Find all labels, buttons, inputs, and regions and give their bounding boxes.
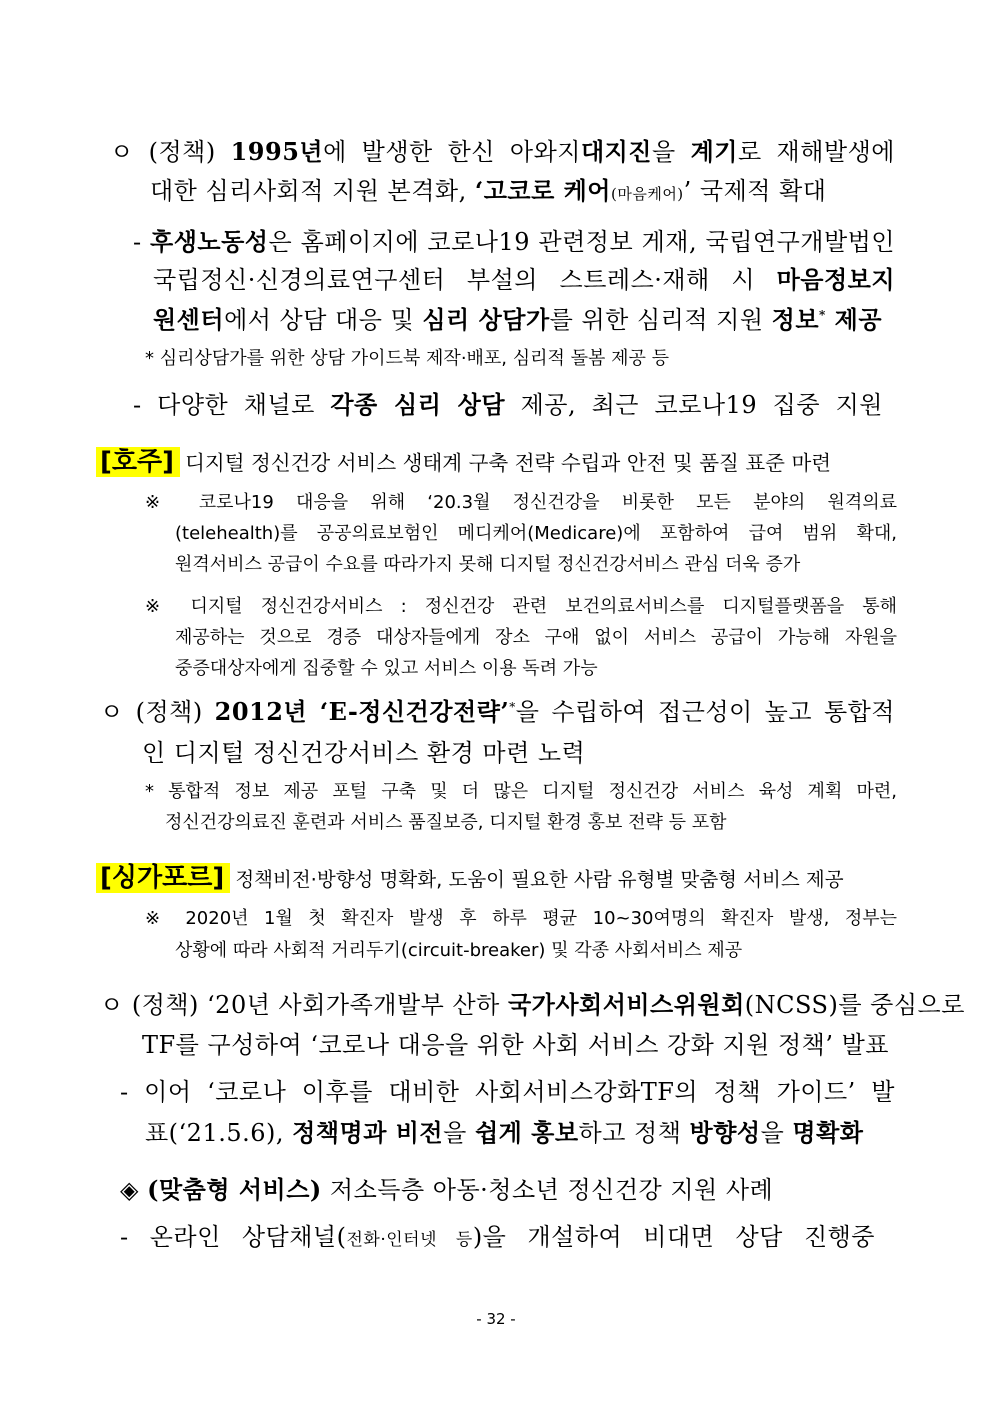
text: (정책) ‘20년 사회가족개발부 산하: [131, 991, 508, 1019]
emph: 1995년: [230, 137, 324, 166]
japan-sub2: [133, 385, 883, 420]
japan-sub1-line1: [133, 222, 895, 257]
dash: -: [133, 391, 142, 419]
text: 에 발생한 한신 아와지: [323, 138, 581, 166]
australia-ref2-line2: 제공하는 것으로 경증 대상자들에게 장소 구애 없이 서비스 공급이 가능해 자원을: [175, 627, 897, 648]
australia-ref2-line3: 중증대상자에게 집중할 수 있고 서비스 이용 독려 가능: [175, 658, 598, 679]
text: 대한 심리사회적 지원 본격화,: [150, 177, 475, 205]
country-tag-singapore: [싱가포르]: [96, 863, 230, 893]
emph: ‘고코로 케어: [474, 176, 611, 205]
text: 을: [760, 1119, 793, 1147]
text: 로 재해발생에: [737, 138, 895, 166]
dash: -: [133, 228, 142, 256]
text: 을: [652, 138, 691, 166]
emph: 제공: [825, 305, 883, 334]
singapore-sub1-line1: [120, 1072, 895, 1107]
emph: 원센터: [153, 305, 225, 334]
japan-sub1-line2: [153, 260, 895, 295]
emph: 국가사회서비스위원회: [507, 990, 745, 1019]
text: )을 개설하여 비대면 상담 진행중: [472, 1223, 875, 1251]
australia-ref1-line3: 원격서비스 공급이 수요를 따라가지 못해 디지털 정신건강서비스 관심 더욱 증가: [175, 554, 801, 575]
japan-note1: * 심리상담가를 위한 상담 가이드북 제작·배포, 심리적 돌봄 제공 등: [145, 348, 670, 369]
text: 표(‘21.5.6),: [145, 1119, 293, 1147]
australia-heading: [96, 441, 896, 478]
emph: 계기: [690, 137, 738, 166]
emph: 심리 상담가: [422, 305, 550, 334]
dash: -: [120, 1223, 129, 1251]
text: 하고 정책: [578, 1119, 690, 1147]
emph: 대지진: [580, 137, 652, 166]
singapore-policy-line1: [100, 985, 965, 1020]
text: 이어 ‘코로나 이후를 대비한 사회서비스강화TF의 정책 가이드’ 발: [144, 1078, 895, 1106]
japan-policy-line1: [110, 132, 895, 167]
bullet-circle: ㅇ: [100, 991, 124, 1019]
emph: (맞춤형 서비스): [147, 1175, 322, 1204]
australia-ref2-line1: ※ 디지털 정신건강서비스 : 정신건강 관련 보건의료서비스를 디지털플랫폼을 통해: [145, 596, 897, 617]
emph: 후생노동성: [150, 227, 269, 256]
footnote-mark: *: [509, 700, 516, 714]
singapore-diamond-line: [120, 1170, 773, 1205]
text: (정책): [135, 698, 215, 726]
australia-ref1-line2: (telehealth)를 공공의료보험인 메디케어(Medicare)에 포함하여 급여 범위 확대,: [175, 523, 897, 544]
singapore-ref-line1: ※ 2020년 1월 첫 확진자 발생 후 하루 평균 10~30여명의 확진자 발생, 정부는: [145, 908, 897, 929]
australia-note-line2: 정신건강의료진 훈련과 서비스 품질보증, 디지털 환경 홍보 전략 등 포함: [165, 812, 727, 833]
text: 전화·인터넷 등: [346, 1230, 473, 1250]
japan-sub1-line3: [153, 300, 882, 335]
australia-headline: 디지털 정신건강 서비스 생태계 구축 전략 수립과 안전 및 품질 표준 마련: [185, 451, 832, 475]
text: 제공, 최근 코로나19 집중 지원: [505, 391, 883, 419]
emph: 방향성: [689, 1118, 761, 1147]
emph: 정보: [771, 305, 820, 334]
text: 를 위한 심리적 지원: [549, 306, 772, 334]
australia-note-line1: * 통합적 정보 제공 포털 구축 및 더 많은 디지털 정신건강 서비스 육성 계획 마련,: [145, 781, 897, 802]
dash: -: [120, 1078, 129, 1106]
country-tag-australia: [호주]: [96, 447, 180, 477]
emph: 마음정보지: [776, 265, 895, 294]
bullet-circle: ㅇ: [110, 138, 134, 166]
singapore-policy-line2: TF를 구성하여 ‘코로나 대응을 위한 사회 서비스 강화 지원 정책’ 발표: [142, 1031, 889, 1059]
text: 을: [443, 1119, 475, 1147]
text: 온라인 상담채널(: [149, 1223, 347, 1251]
text: ’ 국제적 확대: [683, 177, 827, 205]
singapore-headline: 정책비전·방향성 명확화, 도움이 필요한 사람 유형별 맞춤형 서비스 제공: [235, 868, 844, 891]
text: 에서 상담 대응 및: [224, 306, 423, 334]
singapore-sub2: [120, 1217, 875, 1252]
text: 을 수립하여 접근성이 높고 통합적: [515, 698, 895, 726]
emph: 각종 심리 상담: [330, 390, 506, 419]
singapore-ref-line2: 상황에 따라 사회적 거리두기(circuit-breaker) 및 각종 사회서비스 제공: [175, 940, 743, 961]
bullet-circle: ㅇ: [100, 698, 124, 726]
japan-policy-line2: [150, 171, 826, 206]
emph: 2012년 ‘E-정신건강전략’: [214, 697, 510, 726]
footnote-mark: *: [819, 308, 826, 322]
text: 다양한 채널로: [157, 391, 331, 419]
page-number: - 32 -: [476, 1310, 516, 1328]
text: 저소득층 아동·청소년 정신건강 지원 사례: [321, 1176, 774, 1204]
singapore-heading: [96, 857, 896, 894]
singapore-sub1-line2: [145, 1113, 863, 1148]
text: (마음케어): [611, 185, 684, 203]
emph: 명확화: [792, 1118, 864, 1147]
text: (NCSS)를 중심으로: [744, 991, 965, 1019]
australia-policy-line1: [100, 692, 895, 727]
emph: 쉽게 홍보: [474, 1118, 579, 1147]
australia-ref1-line1: ※ 코로나19 대응을 위해 ‘20.3월 정신건강을 비롯한 모든 분야의 원격의료: [145, 492, 897, 513]
diamond-icon: ◈: [120, 1176, 139, 1204]
australia-policy-line2: 인 디지털 정신건강서비스 환경 마련 노력: [142, 739, 586, 767]
text: (정책): [148, 138, 231, 166]
emph: 정책명과 비전: [292, 1118, 444, 1147]
text: 국립정신·신경의료연구센터 부설의 스트레스·재해 시: [153, 266, 777, 294]
text: 은 홈페이지에 코로나19 관련정보 게재, 국립연구개발법인: [268, 228, 895, 256]
